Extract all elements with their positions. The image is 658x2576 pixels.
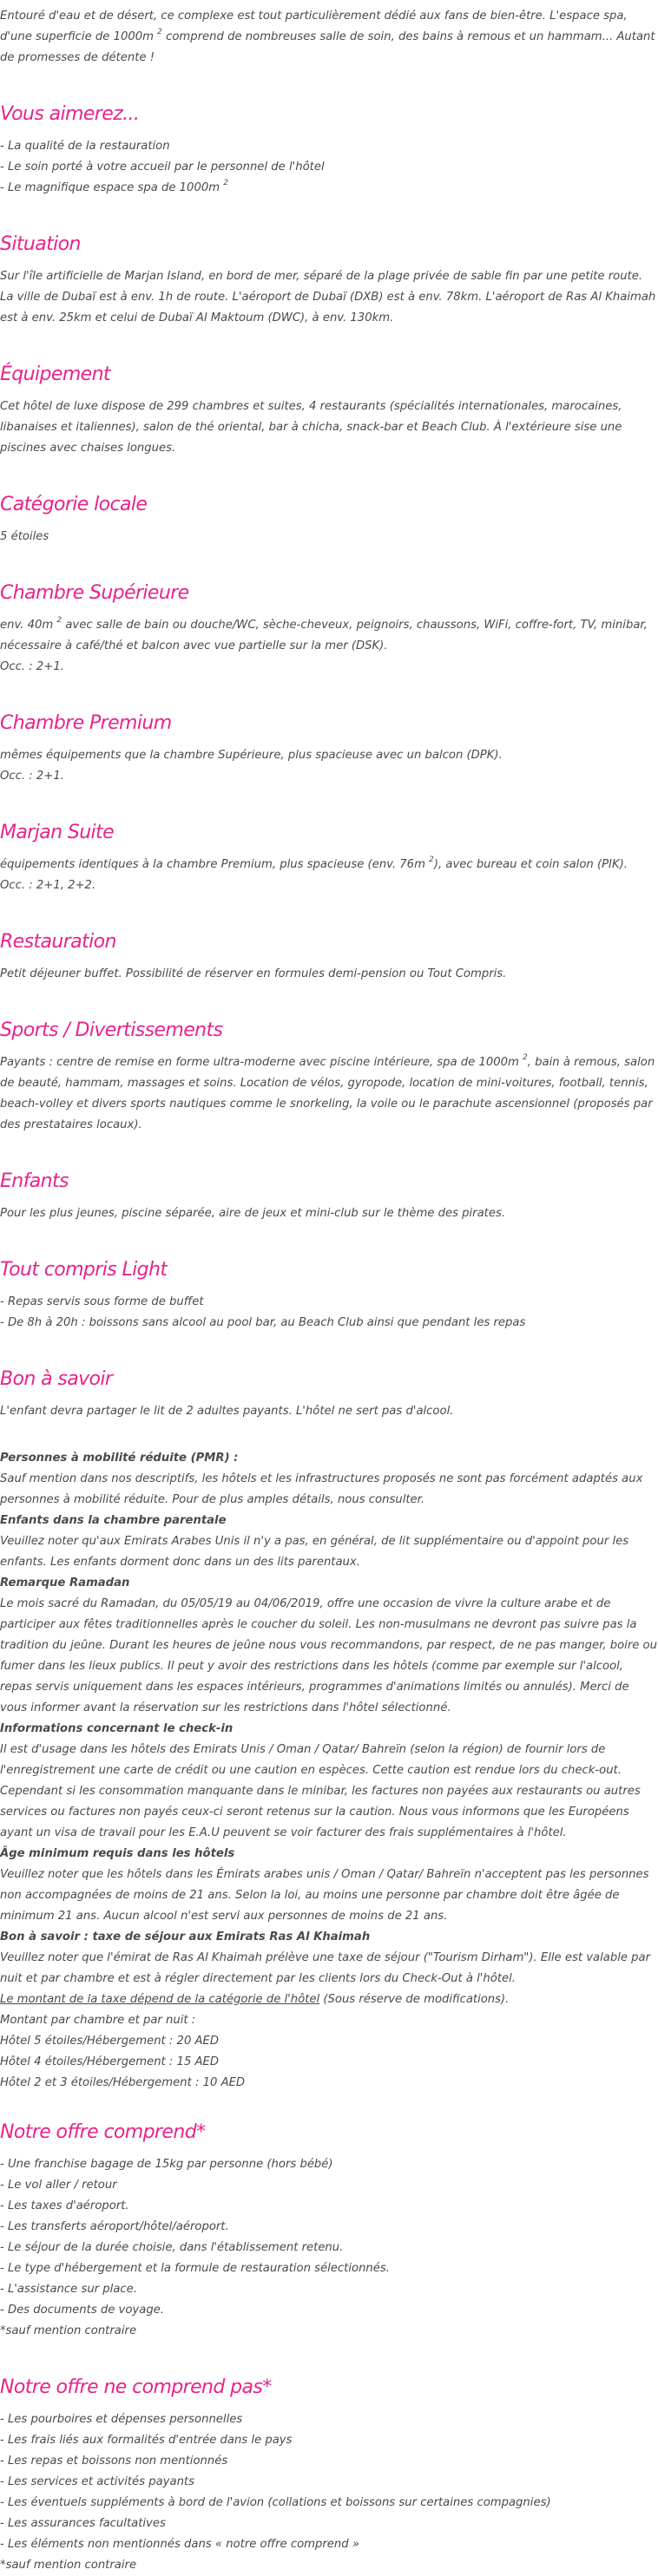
list-item: - Le vol aller / retour [0,2179,117,2192]
section-text: 5 étoiles [0,530,49,543]
occupancy-text: Occ. : 2+1, 2+2. [0,879,96,892]
intro-text: Entouré d'eau et de désert, ce complexe est tout particulièrement dédié aux fans de bien-être. L'espace spa, d'une superficie de 1000m $^2$ comprend de nombreuses salle de soin, des bains à remous et un hammam... Autant de promesses de détente ! [0,10,655,64]
section-sports [0,1018,658,1136]
section-chambre-premium [0,711,658,787]
occupancy-text: Occ. : 2+1. [0,660,64,673]
section-equipement [0,362,658,459]
section-text: L'enfant devra partager le lit de 2 adultes payants. L'hôtel ne sert pas d'alcool. [0,1405,454,1418]
section-offre-ne-comprend [0,2375,658,2576]
section-title: Chambre Premium [0,712,172,734]
section-text: Payants : centre de remise en forme ultra-moderne avec piscine intérieure, spa de 1000m $^2$, bain à remous, salon de beauté, hammam, massages et soins. Location de vélos, gyropode, location de mini-voitures, football, tennis, beach-volley et divers sports nautiques comme le snorkeling, la voile ou le parachute ascensionnel (proposés par des prestataires locaux). [0,1052,655,1131]
section-text: Cet hôtel de luxe dispose de 299 chambres et suites, 4 restaurants (spécialités internationales, marocaines, libanaises et italiennes), salon de thé oriental, bar à chicha, snack-bar et Beach Club. À l'extérieure sise une piscines avec chaises longues. [0,400,622,455]
section-title: Catégorie locale [0,494,148,515]
occupancy-text: Occ. : 2+1. [0,770,64,783]
list-item: - L'assistance sur place. [0,2283,137,2296]
list-item: - Les transferts aéroport/hôtel/aéroport. [0,2220,229,2233]
section-title: Notre offre comprend* [0,2121,206,2143]
info-heading: Personnes à mobilité réduite (PMR) : [0,1452,239,1465]
footnote: *sauf mention contraire [0,2324,137,2337]
list-item: - Le séjour de la durée choisie, dans l'établissement retenu. [0,2241,344,2254]
info-heading: Enfants dans la chambre parentale [0,1514,227,1527]
list-item: - Les frais liés aux formalités d'entrée dans le pays [0,2434,293,2447]
list-item: - Repas servis sous forme de buffet [0,1295,204,1308]
list-item: - Les éventuels suppléments à bord de l'avion (collations et boissons sur certaines compagnies) [0,2496,551,2509]
list-item: - Le magnifique espace spa de 1000m $^2$ [0,178,228,194]
tax-line: Hôtel 5 étoiles/Hébergement : 20 AED [0,2035,220,2048]
hotel-description [0,6,658,2576]
list-item: - Les éléments non mentionnés dans « notre offre comprend » [0,2538,359,2551]
section-title: Tout compris Light [0,1259,168,1281]
list-item: - Le type d'hébergement et la formule de restauration sélectionnés. [0,2262,390,2275]
section-title: Situation [0,233,81,255]
section-offre-comprend [0,2120,658,2342]
section-title: Sports / Divertissements [0,1019,223,1041]
list-item: - Le soin porté à votre accueil par le personnel de l'hôtel [0,161,325,174]
list-item: - La qualité de la restauration [0,140,170,153]
info-heading: Bon à savoir : taxe de séjour aux Emirats Ras Al Khaimah [0,1930,371,1943]
section-text: env. 40m $^2$ avec salle de bain ou douche/WC, sèche-cheveux, peignoirs, chaussons, WiFi, coffre-fort, TV, minibar, nécessaire à café/thé et balcon avec vue partielle sur la mer (DSK). [0,615,648,652]
list-item: - Les services et activités payants [0,2475,194,2488]
section-title: Notre offre ne comprend pas* [0,2376,272,2398]
info-text: Le mois sacré du Ramadan, du 05/05/19 au 04/06/2019, offre une occasion de vivre la culture arabe et de participer aux fêtes traditionnelles après le coucher du soleil. Les non-musulmans ne devront pas suivre pas la tradition du jeûne. Durant les heures de jeûne nous vous recommandons, par respect, de ne pas manger, boire ou fumer dans les lieux publics. Il peut y avoir des restrictions dans les hôtels (comme par exemple sur l'alcool, repas servis uniquement dans les espaces intérieurs, programmes d'animations limités ou annulés). Merci de vous informer avant la réservation sur les restrictions dans l'hôtel sélectionné. [0,1597,657,1714]
info-heading: Informations concernant le check-in [0,1722,234,1735]
list-item: - Les repas et boissons non mentionnés [0,2455,228,2468]
section-bon-a-savoir [0,1367,658,1422]
list-item: - Les assurances facultatives [0,2517,166,2530]
section-text: Pour les plus jeunes, piscine séparée, aire de jeux et mini-club sur le thème des pirates. [0,1207,506,1220]
list-item: - Une franchise bagage de 15kg par personne (hors bébé) [0,2158,333,2171]
tax-note: Le montant de la taxe dépend de la catégorie de l'hôtel (Sous réserve de modifications). [0,1993,510,2006]
info-text: Veuillez noter que les hôtels dans les Émirats arabes unis / Oman / Qatar/ Bahreïn n'acceptent pas les personnes non accompagnées de moins de 21 ans. Selon la loi, au moins une personne par chambre doit être âgée de minimum 21 ans. Aucun alcool n'est servi aux personnes de moins de 21 ans. [0,1868,649,1923]
section-marjan-suite [0,820,658,896]
section-categorie [0,492,658,547]
info-heading: Remarque Ramadan [0,1576,130,1590]
list-item: - Les pourboires et dépenses personnelles [0,2413,243,2426]
info-block [0,1448,658,2094]
info-text: Sauf mention dans nos descriptifs, les hôtels et les infrastructures proposés ne sont pas forcément adaptés aux personnes à mobilité réduite. Pour de plus amples détails, nous consulter. [0,1472,643,1506]
section-situation [0,232,658,329]
footnote: *sauf mention contraire [0,2559,137,2572]
info-text: Veuillez noter que l'émirat de Ras Al Khaimah prélève une taxe de séjour ("Tourism Dirham"). Elle est valable par nuit et par chambre et est à régler directement par les clients lors du Check-Out à l'hôtel. [0,1951,651,1985]
tax-line: Hôtel 2 et 3 étoiles/Hébergement : 10 AED [0,2076,246,2089]
section-title: Chambre Supérieure [0,582,189,604]
section-tout-compris [0,1257,658,1334]
section-text: équipements identiques à la chambre Premium, plus spacieuse (env. 76m $^2$), avec bureau et coin salon (PIK). [0,855,628,871]
section-restauration [0,929,658,985]
section-chambre-superieure [0,580,658,678]
section-text: Petit déjeuner buffet. Possibilité de réserver en formules demi-pension ou Tout Compris. [0,967,507,980]
list-item: - Des documents de voyage. [0,2304,164,2317]
section-title: Enfants [0,1170,69,1192]
section-title: Restauration [0,931,116,953]
section-title: Équipement [0,364,110,385]
section-title: Bon à savoir [0,1368,113,1390]
section-text: mêmes équipements que la chambre Supérieure, plus spacieuse avec un balcon (DPK). [0,749,503,762]
section-enfants [0,1169,658,1224]
section-vous-aimerez [0,102,658,199]
info-heading: Âge minimum requis dans les hôtels [0,1847,235,1860]
info-text: Veuillez noter qu'aux Emirats Arabes Unis il n'y a pas, en général, de lit supplémentaire ou d'appoint pour les enfants. Les enfants dorment donc dans un des lits parentaux. [0,1535,629,1569]
list-item: - De 8h à 20h : boissons sans alcool au pool bar, au Beach Club ainsi que pendant les repas [0,1316,526,1329]
section-title: Marjan Suite [0,822,115,843]
tax-line: Montant par chambre et par nuit : [0,2014,196,2027]
info-text: Il est d'usage dans les hôtels des Emirats Unis / Oman / Qatar/ Bahreïn (selon la région) de fournir lors de l'enregistrement une carte de crédit ou une caution en espèces. Cette caution est rendue lors du check-out. Cependant si les consommation manquante dans le minibar, les factures non payées aux restaurants ou autres services ou factures non payés ceux-ci seront retenus sur la caution. Nous vous informons que les Européens ayant un visa de travail pour les E.A.U peuvent se voir facturer des frais supplémentaires à l'hôtel. [0,1743,641,1839]
tax-line: Hôtel 4 étoiles/Hébergement : 15 AED [0,2055,220,2068]
section-title: Vous aimerez... [0,103,140,125]
section-text: Sur l'île artificielle de Marjan Island, en bord de mer, séparé de la plage privée de sable fin par une petite route. La ville de Dubaï est à env. 1h de route. L'aéroport de Dubaï (DXB) est à env. 78km. L'aéroport de Ras Al Khaimah est à env. 25km et celui de Dubaï Al Maktoum (DWC), à env. 130km. [0,270,656,324]
list-item: - Les taxes d'aéroport. [0,2199,129,2212]
